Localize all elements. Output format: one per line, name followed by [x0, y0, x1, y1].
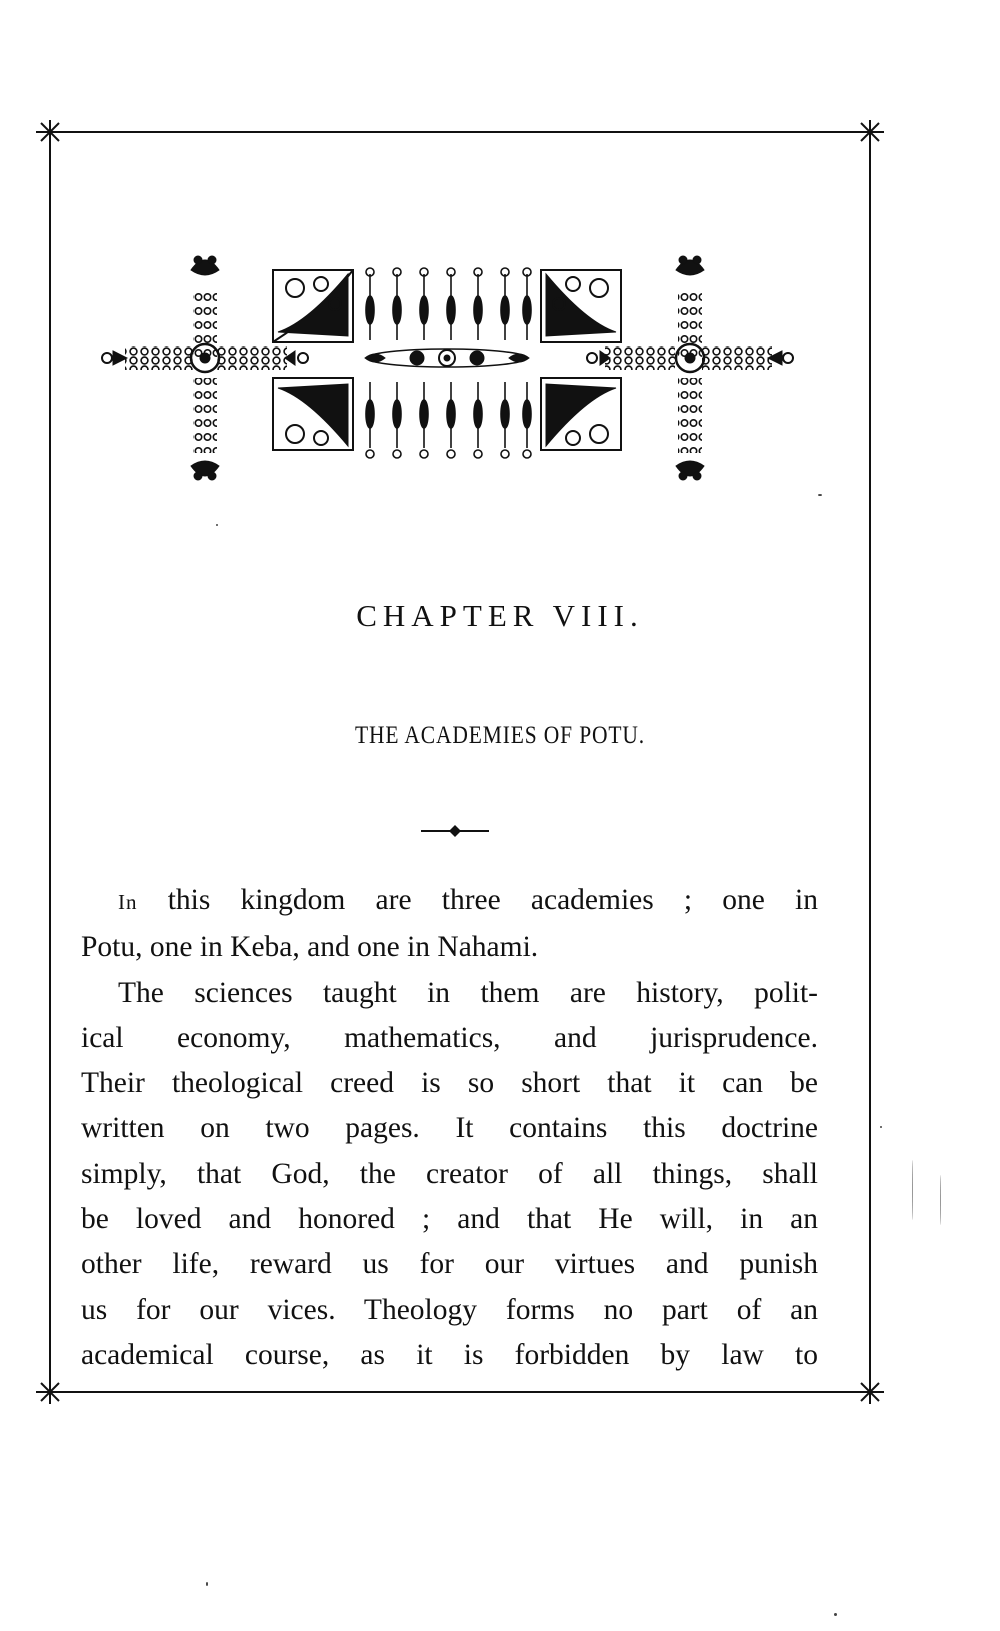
- scan-speck: [818, 494, 822, 496]
- scan-speck: [206, 1582, 208, 1586]
- scan-speck: [834, 1613, 837, 1616]
- scan-speck: [880, 1126, 882, 1128]
- chapter-subtitle: THE ACADEMIES OF POTU.: [354, 722, 646, 749]
- paragraph2-line: academical course, as it is forbidden by law to: [81, 1338, 818, 1371]
- paragraph2-line: ical economy, mathematics, and jurisprudence.: [81, 1021, 818, 1054]
- paragraph2-line: written on two pages. It contains this doctrine: [81, 1112, 818, 1145]
- scan-speck: [216, 524, 218, 526]
- paragraph1-line1: [81, 878, 818, 925]
- corner-star-icon: [36, 120, 64, 144]
- corner-star-icon: [36, 1380, 64, 1404]
- body-text: [81, 878, 818, 1378]
- chapter-title: CHAPTER VIII.: [356, 598, 644, 633]
- scan-speck: [940, 1175, 941, 1225]
- corner-star-icon: [856, 120, 884, 144]
- paragraph1-line2: Potu, one in Keba, and one in Nahami.: [81, 931, 539, 964]
- paragraph2-line: be loved and honored ; and that He will, in an: [81, 1203, 818, 1236]
- corner-star-icon: [856, 1380, 884, 1404]
- paragraph2-line: The sciences taught in them are history, polit-: [118, 976, 818, 1009]
- diamond-rule-icon: [421, 824, 489, 838]
- ornamental-headpiece: [95, 248, 825, 498]
- paragraph2-line: us for our vices. Theology forms no part of an: [81, 1293, 818, 1326]
- scan-speck: [912, 1160, 913, 1220]
- paragraph1-line1-text: this kingdom are three academies ; one in: [167, 884, 819, 916]
- paragraph2-line: other life, reward us for our virtues and punish: [81, 1248, 818, 1281]
- drop-lead: In: [118, 890, 138, 914]
- paragraph2-line: Their theological creed is so short that it can be: [81, 1067, 818, 1100]
- paragraph2-line: simply, that God, the creator of all things, shall: [81, 1157, 818, 1190]
